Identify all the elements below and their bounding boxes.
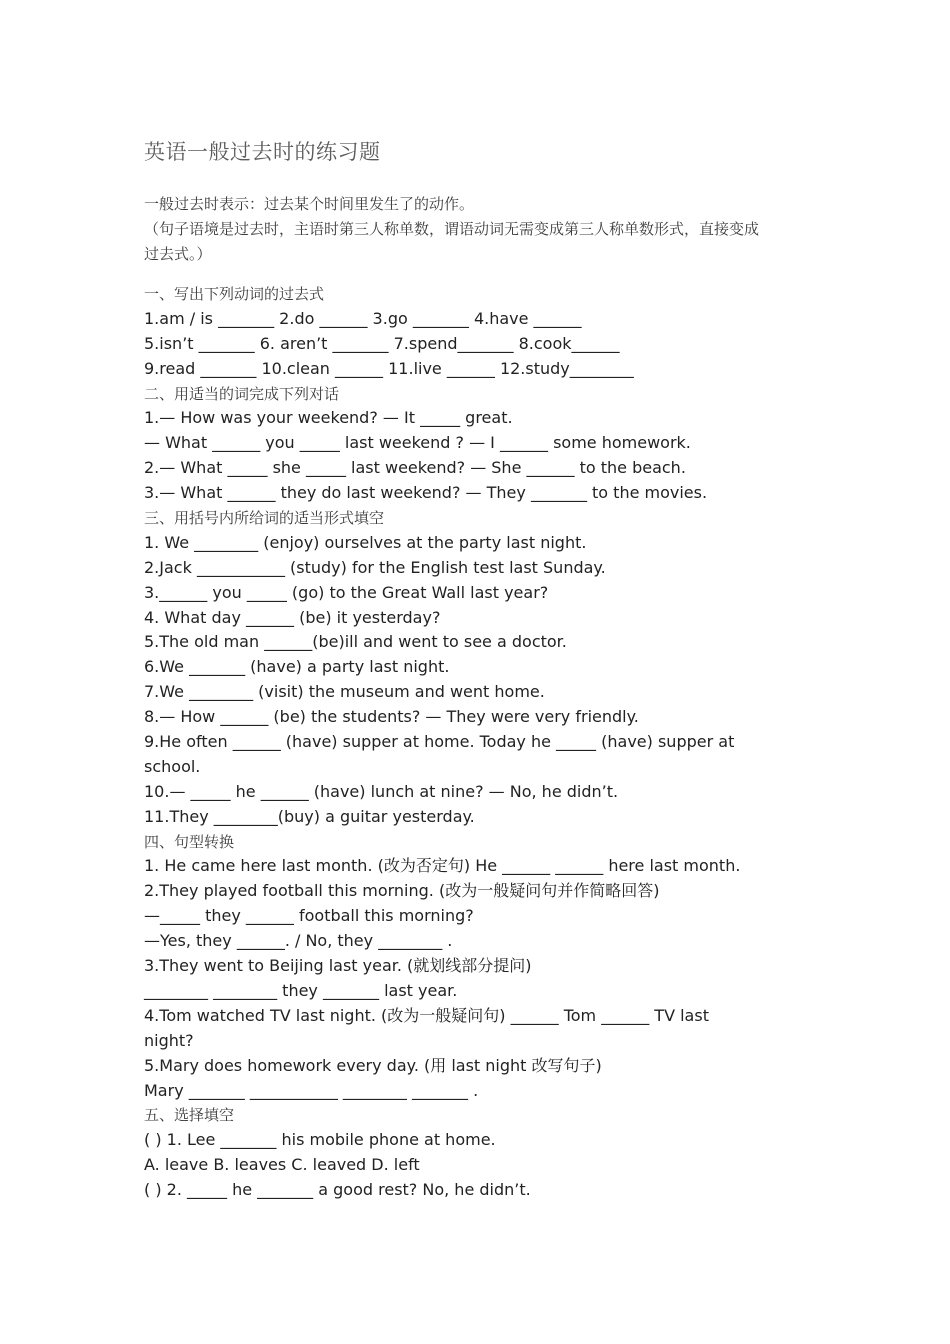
- exercise-line: 1.— How was your weekend? — It _____ great.: [144, 408, 513, 428]
- exercise-line: A. leave B. leaves C. leaved D. left: [144, 1155, 420, 1175]
- exercise-line: 5.isn’t _______ 6. aren’t _______ 7.spend_______ 8.cook______: [144, 333, 620, 353]
- exercise-line: 1. We ________ (enjoy) ourselves at the party last night.: [144, 532, 587, 552]
- section-heading: 四、句型转换: [144, 832, 235, 851]
- exercise-line: 8.— How ______ (be) the students? — They were very friendly.: [144, 707, 639, 727]
- exercise-line: 3.They went to Beijing last year. (就划线部分提问): [144, 956, 532, 976]
- exercise-line: 2.Jack ___________ (study) for the English test last Sunday.: [144, 557, 606, 577]
- exercise-line: 6.We _______ (have) a party last night.: [144, 657, 450, 677]
- exercise-line: — What ______ you _____ last weekend ? — I ______ some homework.: [144, 433, 691, 453]
- section-heading: 五、选择填空: [144, 1106, 235, 1125]
- exercise-line: 2.— What _____ she _____ last weekend? — She ______ to the beach.: [144, 458, 686, 478]
- exercise-line: 2.They played football this morning. (改为一般疑问句并作简略回答): [144, 881, 660, 901]
- exercise-line: 9.read _______ 10.clean ______ 11.live ______ 12.study________: [144, 358, 634, 378]
- section-heading: 二、用适当的词完成下列对话: [144, 384, 340, 403]
- exercise-body: [144, 282, 814, 1203]
- exercise-line: —_____ they ______ football this morning?: [144, 906, 474, 926]
- exercise-line: ( ) 1. Lee _______ his mobile phone at home.: [144, 1130, 496, 1150]
- exercise-line: 7.We ________ (visit) the museum and went home.: [144, 682, 545, 702]
- exercise-line: 3.______ you _____ (go) to the Great Wall last year?: [144, 582, 549, 602]
- exercise-line: 5.Mary does homework every day. (用 last night 改写句子): [144, 1055, 602, 1075]
- intro-line: 一般过去时表示：过去某个时间里发生了的动作。: [144, 195, 475, 213]
- exercise-line: 1.am / is _______ 2.do ______ 3.go _______ 4.have ______: [144, 308, 582, 328]
- exercise-line: 4.Tom watched TV last night. (改为一般疑问句) ______ Tom ______ TV last: [144, 1005, 709, 1025]
- exercise-line: 9.He often ______ (have) supper at home. Today he _____ (have) supper at: [144, 732, 735, 752]
- exercise-line: night?: [144, 1030, 194, 1050]
- intro-paragraph: [144, 192, 824, 267]
- document-title: 英语一般过去时的练习题: [144, 140, 381, 164]
- exercise-line: —Yes, they ______. / No, they ________ .: [144, 931, 453, 951]
- exercise-line: 5.The old man ______(be)ill and went to see a doctor.: [144, 632, 567, 652]
- section-heading: 三、用括号内所给词的适当形式填空: [144, 509, 385, 528]
- exercise-line: ( ) 2. _____ he _______ a good rest? No, he didn’t.: [144, 1180, 531, 1200]
- section-heading: 一、写出下列动词的过去式: [144, 285, 325, 303]
- exercise-line: 3.— What ______ they do last weekend? — They _______ to the movies.: [144, 483, 708, 503]
- exercise-line: 1. He came here last month. (改为否定句) He ______ ______ here last month.: [144, 856, 741, 876]
- exercise-line: school.: [144, 756, 201, 776]
- exercise-line: 11.They ________(buy) a guitar yesterday.: [144, 806, 475, 826]
- exercise-line: 4. What day ______ (be) it yesterday?: [144, 607, 441, 627]
- exercise-line: Mary _______ ___________ ________ _______ .: [144, 1080, 479, 1100]
- intro-line: （句子语境是过去时，主语时第三人称单数，谓语动词无需变成第三人称单数形式，直接变成: [144, 220, 760, 238]
- intro-line: 过去式。）: [144, 245, 212, 263]
- exercise-line: 10.— _____ he ______ (have) lunch at nine? — No, he didn’t.: [144, 781, 619, 801]
- exercise-line: ________ ________ they _______ last year.: [144, 980, 458, 1000]
